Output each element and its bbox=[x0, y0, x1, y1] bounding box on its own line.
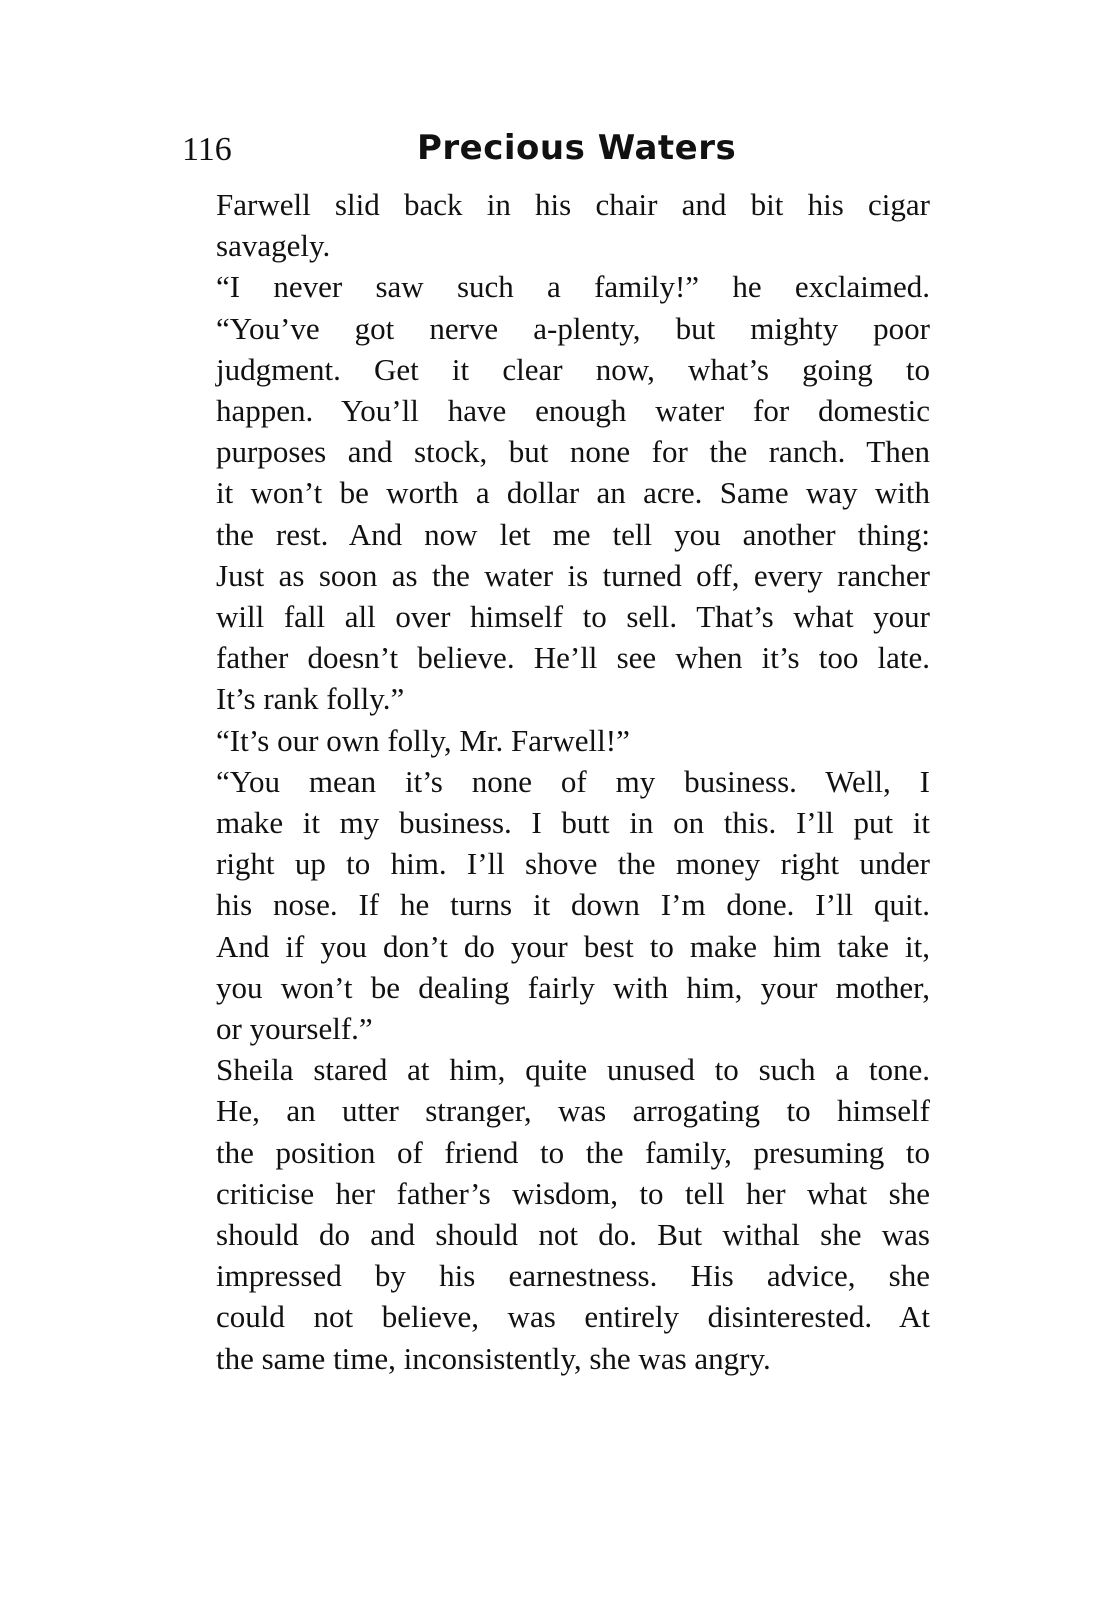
text-line: you won’t be dealing fairly with him, your mother, bbox=[216, 969, 930, 1005]
running-title: Precious Waters bbox=[417, 128, 737, 168]
text-line: And if you don’t do your best to make him take it, bbox=[216, 928, 930, 964]
text-line: the rest. And now let me tell you another thing: bbox=[216, 516, 930, 552]
text-line: He, an utter stranger, was arrogating to himself bbox=[216, 1093, 930, 1129]
text-line: It’s rank folly.” bbox=[216, 681, 405, 717]
text-line: or yourself.” bbox=[216, 1011, 373, 1047]
text-line: happen. You’ll have enough water for domestic bbox=[216, 393, 930, 429]
page-number: 116 bbox=[182, 131, 232, 168]
text-line: will fall all over himself to sell. That’s what your bbox=[216, 599, 930, 635]
text-line: Farwell slid back in his chair and bit his cigar bbox=[216, 187, 930, 222]
text-line: should do and should not do. But withal she was bbox=[216, 1217, 930, 1253]
paragraph bbox=[182, 1049, 930, 1379]
text-line: “It’s our own folly, Mr. Farwell!” bbox=[216, 722, 630, 758]
paragraph bbox=[182, 266, 930, 719]
text-line: Just as soon as the water is turned off, every rancher bbox=[216, 557, 930, 593]
text-line: impressed by his earnestness. His advice, she bbox=[216, 1258, 930, 1294]
paragraph bbox=[182, 720, 930, 761]
text-line: “You’ve got nerve a-plenty, but mighty poor bbox=[216, 310, 930, 346]
text-line: “You mean it’s none of my business. Well, I bbox=[216, 763, 930, 799]
text-line: it won’t be worth a dollar an acre. Same way with bbox=[216, 475, 930, 511]
text-line: right up to him. I’ll shove the money right under bbox=[216, 846, 930, 882]
text-line: Sheila stared at him, quite unused to such a tone. bbox=[216, 1052, 930, 1088]
text-line: “I never saw such a family!” he exclaimed. bbox=[216, 269, 930, 305]
text-line: his nose. If he turns it down I’m done. I’ll quit. bbox=[216, 887, 930, 923]
text-line: judgment. Get it clear now, what’s going to bbox=[216, 351, 930, 387]
text-line: could not believe, was entirely disinterested. At bbox=[216, 1299, 930, 1335]
text-line: purposes and stock, but none for the ranch. Then bbox=[216, 434, 930, 470]
text-line: make it my business. I butt in on this. I’ll put it bbox=[216, 805, 930, 841]
text-line: the position of friend to the family, presuming to bbox=[216, 1134, 930, 1170]
text-line: father doesn’t believe. He’ll see when it’s too late. bbox=[216, 640, 930, 676]
paragraph bbox=[182, 184, 930, 266]
text-line: criticise her father’s wisdom, to tell her what she bbox=[216, 1175, 930, 1211]
text-line: savagely. bbox=[216, 228, 331, 264]
body-text bbox=[182, 184, 930, 1379]
paragraph bbox=[182, 761, 930, 1049]
running-head bbox=[182, 120, 930, 172]
text-line: the same time, inconsistently, she was angry. bbox=[216, 1340, 771, 1376]
